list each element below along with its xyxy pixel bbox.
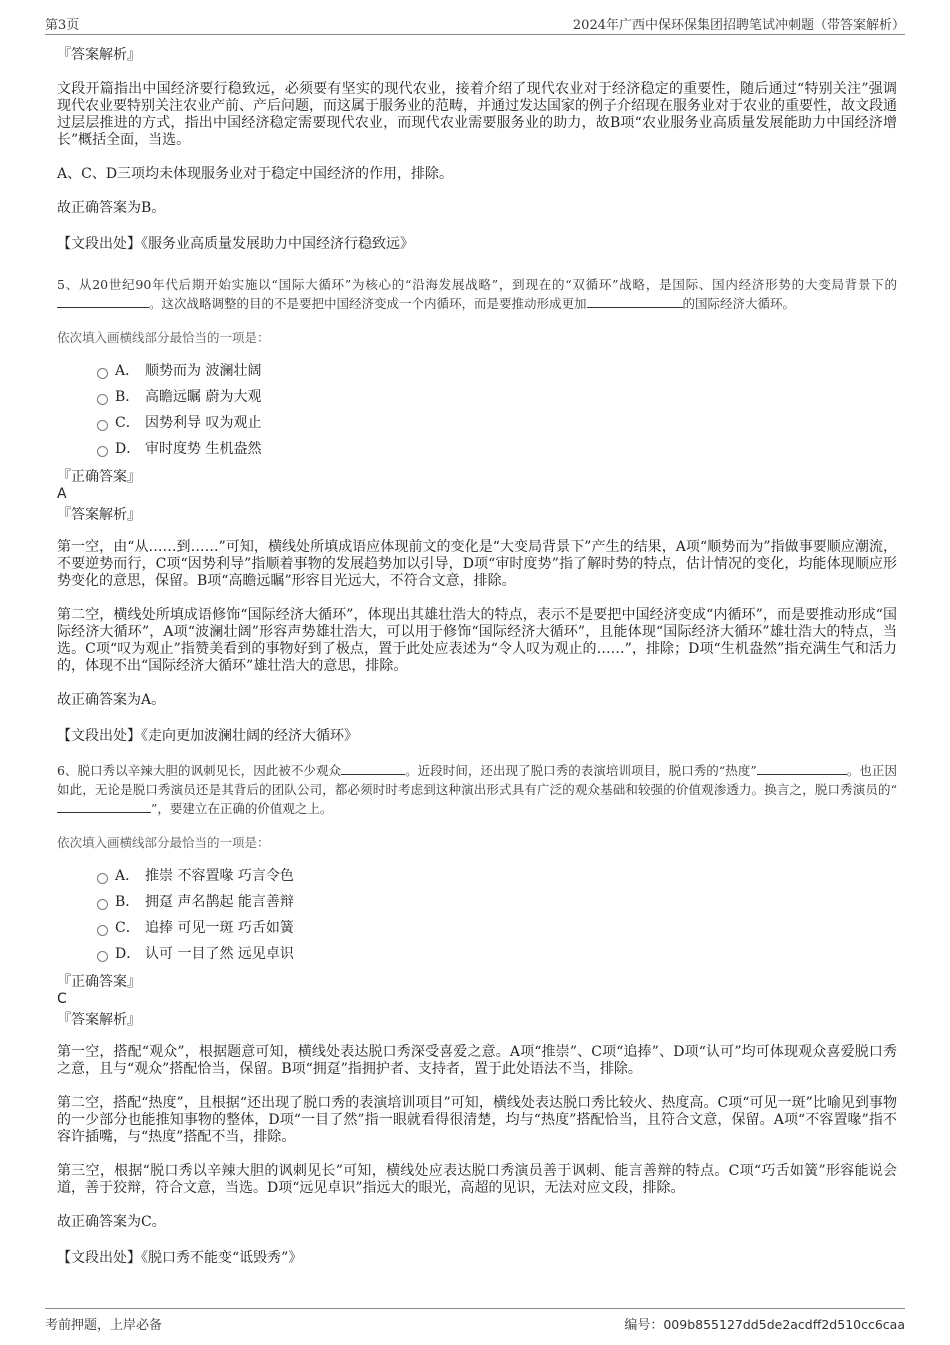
radio-icon[interactable] (97, 368, 108, 379)
q6-option-d[interactable]: D． 认可 一目了然 远见卓识 (57, 941, 897, 967)
q5-analysis-1: 第一空，由“从……到……”可知，横线处所填成语应体现前文的变化是“大变局背景下”产生的结果，A项“顺势而为”指做事要顺应潮流，不要逆势而行，C项“因势利导”指顺着事物的发展趋势加以引导，D项“审时度势”指了解时势的特点，估计情况的变化，均能体现顺应形势变化的意思，保留。B项“高瞻远瞩”形容目光远大，不符合文意，排除。 (57, 539, 897, 589)
q5-blank-2 (587, 295, 683, 308)
q6-option-a[interactable]: A． 推崇 不容置喙 巧言令色 (57, 863, 897, 889)
footer-slogan: 考前押题，上岸必备 (45, 1318, 163, 1333)
page-footer (45, 1308, 905, 1331)
q6-prompt: 依次填入画横线部分最恰当的一项是： (57, 835, 270, 850)
q4-exclude: A、C、D三项均未体现服务业对于稳定中国经济的作用，排除。 (57, 166, 454, 182)
q5-answer-label: 『正确答案』 (57, 469, 141, 485)
q6-conclusion: 故正确答案为C。 (57, 1214, 166, 1230)
q5-option-b[interactable]: B． 高瞻远瞩 蔚为大观 (57, 384, 897, 410)
q6-analysis-3: 第三空，根据“脱口秀以辛辣大胆的讽刺见长”可知，横线处应表达脱口秀演员善于讽刺、能言善辩的特点。C项“巧舌如簧”形容能说会道，善于狡辩，符合文意，当选。D项“远见卓识”指远大的眼光，高超的见识，无法对应文段，排除。 (57, 1163, 897, 1196)
q6-blank-3 (57, 800, 151, 813)
page-header (45, 14, 905, 35)
q6-analysis-2: 第二空，搭配“热度”，且根据“还出现了脱口秀的表演培训项目”可知，横线处表达脱口秀比较火、热度高。C项“可见一斑”比喻见到事物的一少部分也能推知事物的整体，D项“一目了然”指一眼就看得很清楚，均与“热度”搭配恰当，且符合文意，保留。A项“不容置喙”指不容许插嘴，与“热度”搭配不当，排除。 (57, 1095, 897, 1145)
q6-option-b[interactable]: B． 拥趸 声名鹊起 能言善辩 (57, 889, 897, 915)
q6-blank-2 (757, 762, 847, 775)
q4-conclusion: 故正确答案为B。 (57, 200, 166, 216)
q6-analysis-label: 『答案解析』 (57, 1012, 141, 1028)
q6-source: 【文段出处】《脱口秀不能变“诋毁秀”》 (57, 1250, 303, 1266)
q5-source: 【文段出处】《走向更加波澜壮阔的经济大循环》 (57, 728, 358, 744)
q5-blank-1 (57, 295, 149, 308)
q5-analysis-2: 第二空，横线处所填成语修饰“国际经济大循环”，体现出其雄壮浩大的特点，表示不是要把中国经济变成“内循环”，而是要推动形成“国际经济大循环”，A项“波澜壮阔”形容声势雄壮浩大，可以用于修饰“国际经济大循环”，且能体现“国际经济大循环”雄壮浩大的特点，当选。C项“叹为观止”指赞美看到的事物好到了极点，置于此处应表述为“令人叹为观止的……”，排除；D项“生机盎然”指充满生气和活力的，体现不出“国际经济大循环”雄壮浩大的意思，排除。 (57, 607, 897, 674)
q5-prompt: 依次填入画横线部分最恰当的一项是： (57, 330, 270, 345)
radio-icon[interactable] (97, 873, 108, 884)
q4-source: 【文段出处】《服务业高质量发展助力中国经济行稳致远》 (57, 236, 414, 252)
radio-icon[interactable] (97, 951, 108, 962)
q5-option-c[interactable]: C． 因势利导 叹为观止 (57, 410, 897, 436)
q5-option-d[interactable]: D． 审时度势 生机盎然 (57, 436, 897, 462)
q5-answer: A (57, 486, 67, 502)
q4-analysis-label: 『答案解析』 (57, 47, 141, 63)
q5-analysis-label: 『答案解析』 (57, 507, 141, 523)
q5-option-a[interactable]: A． 顺势而为 波澜壮阔 (57, 358, 897, 384)
q5-stem: 5、从20世纪90年代后期开始实施以“国际大循环”为核心的“沿海发展战略”，到现在的“双循环”战略，是国际、国内经济形势的大变局背景下的。这次战略调整的目的不是要把中国经济变成一个内循环，而是要推动形成更加 的国际经济大循环。 (57, 277, 897, 311)
q6-option-c[interactable]: C． 追捧 可见一斑 巧舌如簧 (57, 915, 897, 941)
q6-answer: C (57, 991, 67, 1007)
document-title: 2024年广西中保环保集团招聘笔试冲刺题（带答案解析） (572, 18, 905, 33)
q4-analysis: 文段开篇指出中国经济要行稳致远，必须要有坚实的现代农业，接着介绍了现代农业对于经济稳定的重要性，随后通过“特别关注”强调现代农业要特别关注农业产前、产后问题，而这属于服务业的范畴，并通过发达国家的例子介绍现在服务业对于农业的重要性，故文段通过层层推进的方式，指出中国经济稳定需要现代农业，而现代农业需要服务业的助力，故B项“农业服务业高质量发展能助力中国经济增长”概括全面，当选。 (57, 81, 897, 148)
q5-conclusion: 故正确答案为A。 (57, 692, 166, 708)
q6-stem: 6、脱口秀以辛辣大胆的讽刺见长，因此被不少观众 。近段时间，还出现了脱口秀的表演培训项目，脱口秀的“热度” 。也正因如此，无论是脱口秀演员还是其背后的团队公司，都必须时时考虑到这种演出形式具有广泛的观众基础和较强的价值观渗透力。换言之，脱口秀演员的“”，要建立在正确的价值观之上。 (57, 763, 897, 816)
page-number: 第3页 (45, 18, 80, 33)
q6-options (57, 863, 897, 967)
radio-icon[interactable] (97, 394, 108, 405)
q5-options (57, 358, 897, 462)
q6-blank-1 (341, 762, 405, 775)
radio-icon[interactable] (97, 420, 108, 431)
radio-icon[interactable] (97, 446, 108, 457)
q6-answer-label: 『正确答案』 (57, 974, 141, 990)
radio-icon[interactable] (97, 899, 108, 910)
document-code: 编号：009b855127dd5de2acdff2d510cc6caa (624, 1317, 905, 1333)
radio-icon[interactable] (97, 925, 108, 936)
page-content (57, 44, 897, 1267)
q6-analysis-1: 第一空，搭配“观众”，根据题意可知，横线处表达脱口秀深受喜爱之意。A项“推崇”、C项“追捧”、D项“认可”均可体现观众喜爱脱口秀之意，且与“观众”搭配恰当，保留。B项“拥趸”指拥护者、支持者，置于此处语法不当，排除。 (57, 1044, 897, 1077)
